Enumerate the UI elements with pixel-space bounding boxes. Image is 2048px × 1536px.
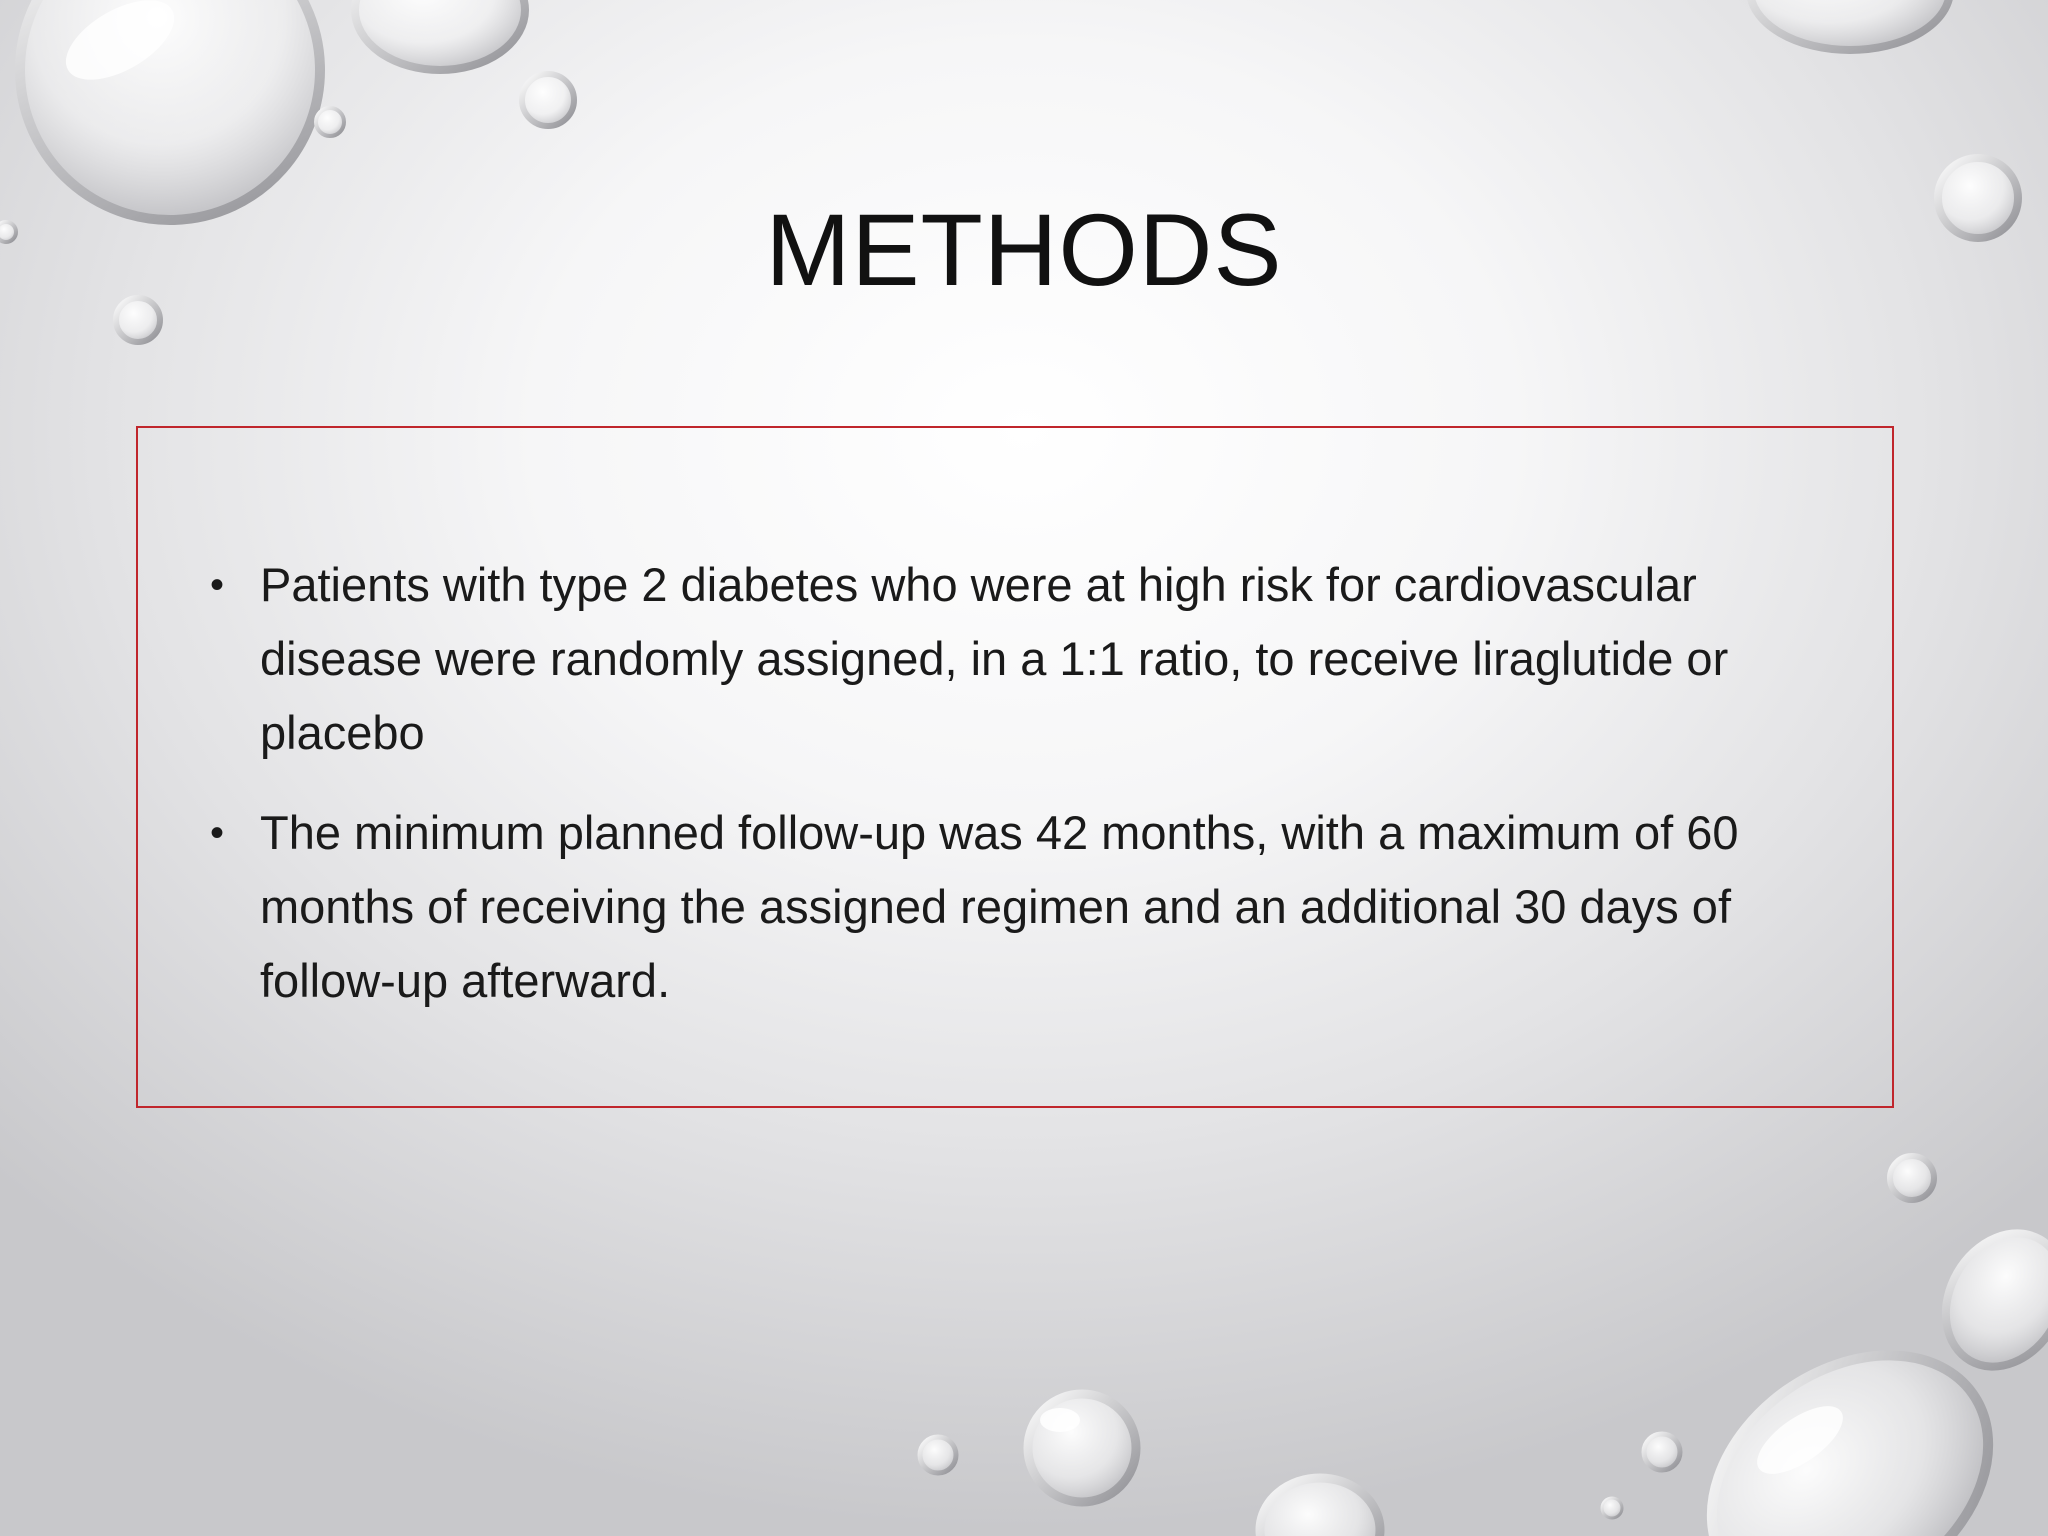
drop-top-small-a [522, 74, 574, 126]
content-box [136, 426, 1894, 1108]
bullet-icon: • [210, 563, 225, 607]
drop-top-small-b [316, 108, 344, 136]
drop-bottom-center-medium [1028, 1394, 1136, 1502]
bullet-item [210, 548, 1870, 770]
bullet-list [210, 548, 1870, 1044]
drop-top-right-large [1750, 0, 1950, 50]
bullet-item [210, 796, 1870, 1018]
drop-right-small-a [1890, 1156, 1934, 1200]
bullet-icon: • [210, 811, 225, 855]
bullet-text: Patients with type 2 diabetes who were at high risk for cardiovascular disease were randomly assigned, in a 1:1 ratio, to receive liraglutide or placebo [260, 558, 1729, 759]
drop-bottom-center-small [920, 1437, 956, 1473]
drop-bottom-right-small [1644, 1434, 1680, 1470]
bullet-text: The minimum planned follow-up was 42 months, with a maximum of 60 months of receiving the assigned regimen and an additional 30 days of follow-up afterward. [260, 806, 1739, 1007]
drop-top-left-medium [355, 0, 525, 70]
drop-bottom-large [1260, 1478, 1380, 1536]
drop-bottom-right-tiny [1602, 1498, 1622, 1518]
slide-title: METHODS [765, 193, 1283, 307]
